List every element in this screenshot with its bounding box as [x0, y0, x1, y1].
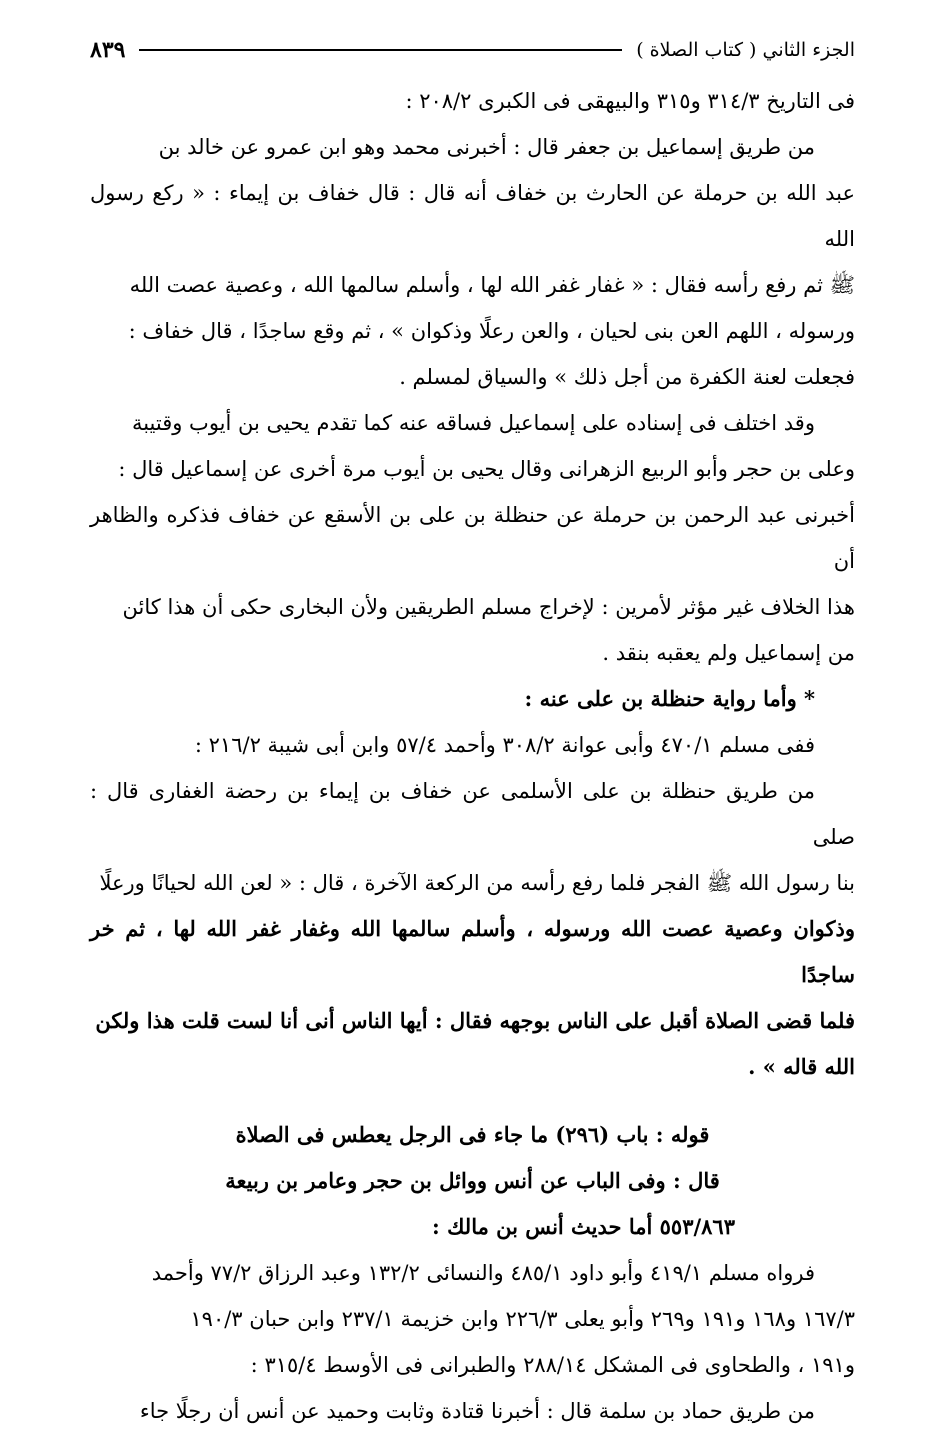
paragraph-start-line: وقد اختلف فى إسناده على إسماعيل فساقه عنه كما تقدم يحيى بن أيوب وقتيبة [131, 411, 815, 435]
text-line: ورسوله ، اللهم العن بنى لحيان ، والعن رعلًا وذكوان » ، ثم وقع ساجدًا ، قال خفاف : [128, 319, 855, 343]
text-line: من إسماعيل ولم يعقبه بنقد . [602, 641, 855, 665]
text-line: وعلى بن حجر وأبو الربيع الزهرانى وقال يحيى بن أيوب مرة أخرى عن إسماعيل قال : [118, 457, 855, 481]
header-rule [139, 49, 622, 51]
section-gap [90, 1090, 855, 1112]
paragraph-start-line: ففى مسلم ٤٧٠/١ وأبى عوانة ٣٠٨/٢ وأحمد ٥٧/٤ وابن أبى شيبة ٢١٦/٢ : [194, 733, 815, 757]
paragraph-start-line: من طريق إسماعيل بن جعفر قال : أخبرنى محمد وهو ابن عمرو عن خالد بن [158, 135, 815, 159]
text-line: و١٩١ ، والطحاوى فى المشكل ٢٨٨/١٤ والطبرانى فى الأوسط ٣١٥/٤ : [250, 1353, 855, 1377]
book-page [90, 30, 855, 1423]
text-line: أخبرنى عبد الرحمن بن حرملة عن حنظلة بن على بن الأسقع عن خفاف فذكره والظاهر أن [90, 503, 855, 573]
running-title: الجزء الثاني ( كتاب الصلاة ) [636, 39, 855, 61]
chapter-heading-line: قال : وفى الباب عن أنس ووائل بن حجر وعامر بن ربيعة [225, 1168, 720, 1193]
chapter-heading-line: قوله : باب (٢٩٦) ما جاء فى الرجل يعطس فى الصلاة [235, 1122, 710, 1147]
text-line: ﷺ ثم رفع رأسه فقال : « غفار غفر الله لها ، وأسلم سالمها الله ، وعصية عصت الله [129, 273, 855, 297]
bold-text-line: وذكوان وعصية عصت الله ورسوله ، وأسلم سالمها الله وغفار غفر الله لها ، ثم خر ساجدًا [90, 916, 855, 987]
text-line: بنا رسول الله ﷺ الفجر فلما رفع رأسه من الركعة الآخرة ، قال : « لعن الله لحيانًا ورعلًا [99, 871, 855, 895]
page-header [90, 30, 855, 70]
page-body [90, 78, 855, 1434]
text-line: هذا الخلاف غير مؤثر لأمرين : لإخراج مسلم الطريقين ولأن البخارى حكى أن هذا كائن [122, 595, 855, 619]
subheading-line: * وأما رواية حنظلة بن على عنه : [524, 686, 815, 711]
paragraph-start-line: من طريق حماد بن سلمة قال : أخبرنا قتادة وثابت وحميد عن أنس أن رجلًا جاء [139, 1399, 815, 1423]
page-number: ٨٣٩ [90, 37, 126, 63]
text-line: عبد الله بن حرملة عن الحارث بن خفاف أنه قال : قال خفاف بن إيماء : « ركع رسول الله [90, 181, 855, 251]
hadith-number-heading: ٥٥٣/٨٦٣ أما حديث أنس بن مالك : [432, 1214, 735, 1239]
text-line: فجعلت لعنة الكفرة من أجل ذلك » والسياق لمسلم . [399, 365, 855, 389]
text-line: فى التاريخ ٣١٤/٣ و٣١٥ والبيهقى فى الكبرى ٢٠٨/٢ : [405, 89, 855, 113]
text-line: ١٦٧/٣ و١٦٨ و١٩١ و٢٦٩ وأبو يعلى ٢٢٦/٣ وابن خزيمة ٢٣٧/١ وابن حبان ١٩٠/٣ [190, 1307, 855, 1331]
paragraph-start-line: فرواه مسلم ٤١٩/١ وأبو داود ٤٨٥/١ والنسائى ١٣٢/٢ وعبد الرزاق ٧٧/٢ وأحمد [151, 1261, 815, 1285]
bold-text-line: فلما قضى الصلاة أقبل على الناس بوجهه فقال : أيها الناس أنى أنا لست قلت هذا ولكن [95, 1008, 855, 1033]
paragraph-start-line: من طريق حنظلة بن على الأسلمى عن خفاف بن إيماء بن رحضة الغفارى قال : صلى [90, 779, 855, 849]
bold-text-line: الله قاله » . [748, 1054, 855, 1079]
